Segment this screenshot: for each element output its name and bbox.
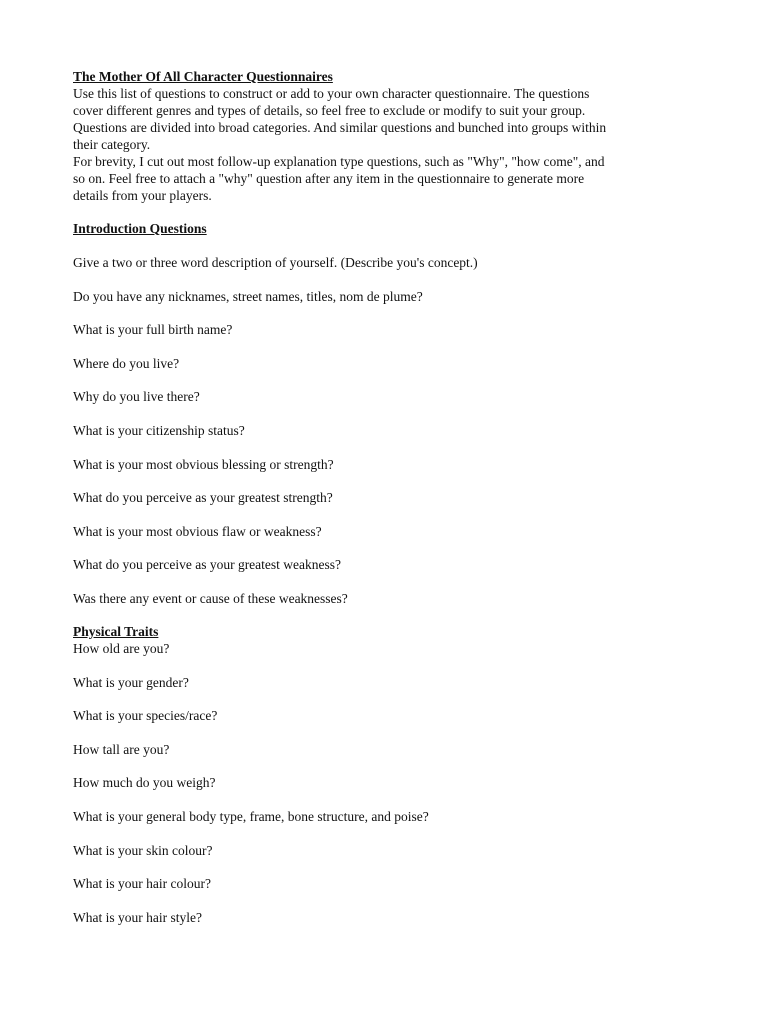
question-item: How much do you weigh? [73,775,216,790]
question-item: What is your species/race? [73,708,218,723]
question-item: Do you have any nicknames, street names, titles, nom de plume? [73,289,423,304]
question-item: What is your citizenship status? [73,423,245,438]
question-item: Give a two or three word description of yourself. (Describe you's concept.) [73,255,478,270]
intro-line: Use this list of questions to construct or add to your own character questionnaire. The questions [73,86,590,101]
intro-paragraph [73,85,713,153]
question-item: What is your skin colour? [73,843,213,858]
question-item: What is your general body type, frame, bone structure, and poise? [73,809,429,824]
document-title: The Mother Of All Character Questionnaires [73,69,333,84]
section-heading-physical-traits: Physical Traits [73,624,159,639]
brevity-line: For brevity, I cut out most follow-up explanation type questions, such as "Why", "how come", and [73,154,605,169]
brevity-paragraph [73,153,713,204]
question-item: What is your hair style? [73,910,202,925]
intro-line: cover different genres and types of details, so feel free to exclude or modify to suit your group. [73,103,586,118]
question-item: What is your hair colour? [73,876,211,891]
question-item: What is your gender? [73,675,189,690]
section-heading-introduction: Introduction Questions [73,221,207,236]
question-item: What is your most obvious flaw or weakness? [73,524,322,539]
question-item: How tall are you? [73,742,170,757]
question-item: What is your full birth name? [73,322,233,337]
question-item: Where do you live? [73,356,180,371]
question-item: What do you perceive as your greatest strength? [73,490,333,505]
intro-line: Questions are divided into broad categories. And similar questions and bunched into groups within [73,120,607,135]
question-item: How old are you? [73,641,170,656]
question-item: What do you perceive as your greatest weakness? [73,557,342,572]
intro-line: their category. [73,137,151,152]
question-item: Was there any event or cause of these weaknesses? [73,591,348,606]
question-item: Why do you live there? [73,389,200,404]
brevity-line: details from your players. [73,188,212,203]
question-item: What is your most obvious blessing or strength? [73,457,334,472]
brevity-line: so on. Feel free to attach a "why" question after any item in the questionnaire to generate more [73,171,585,186]
